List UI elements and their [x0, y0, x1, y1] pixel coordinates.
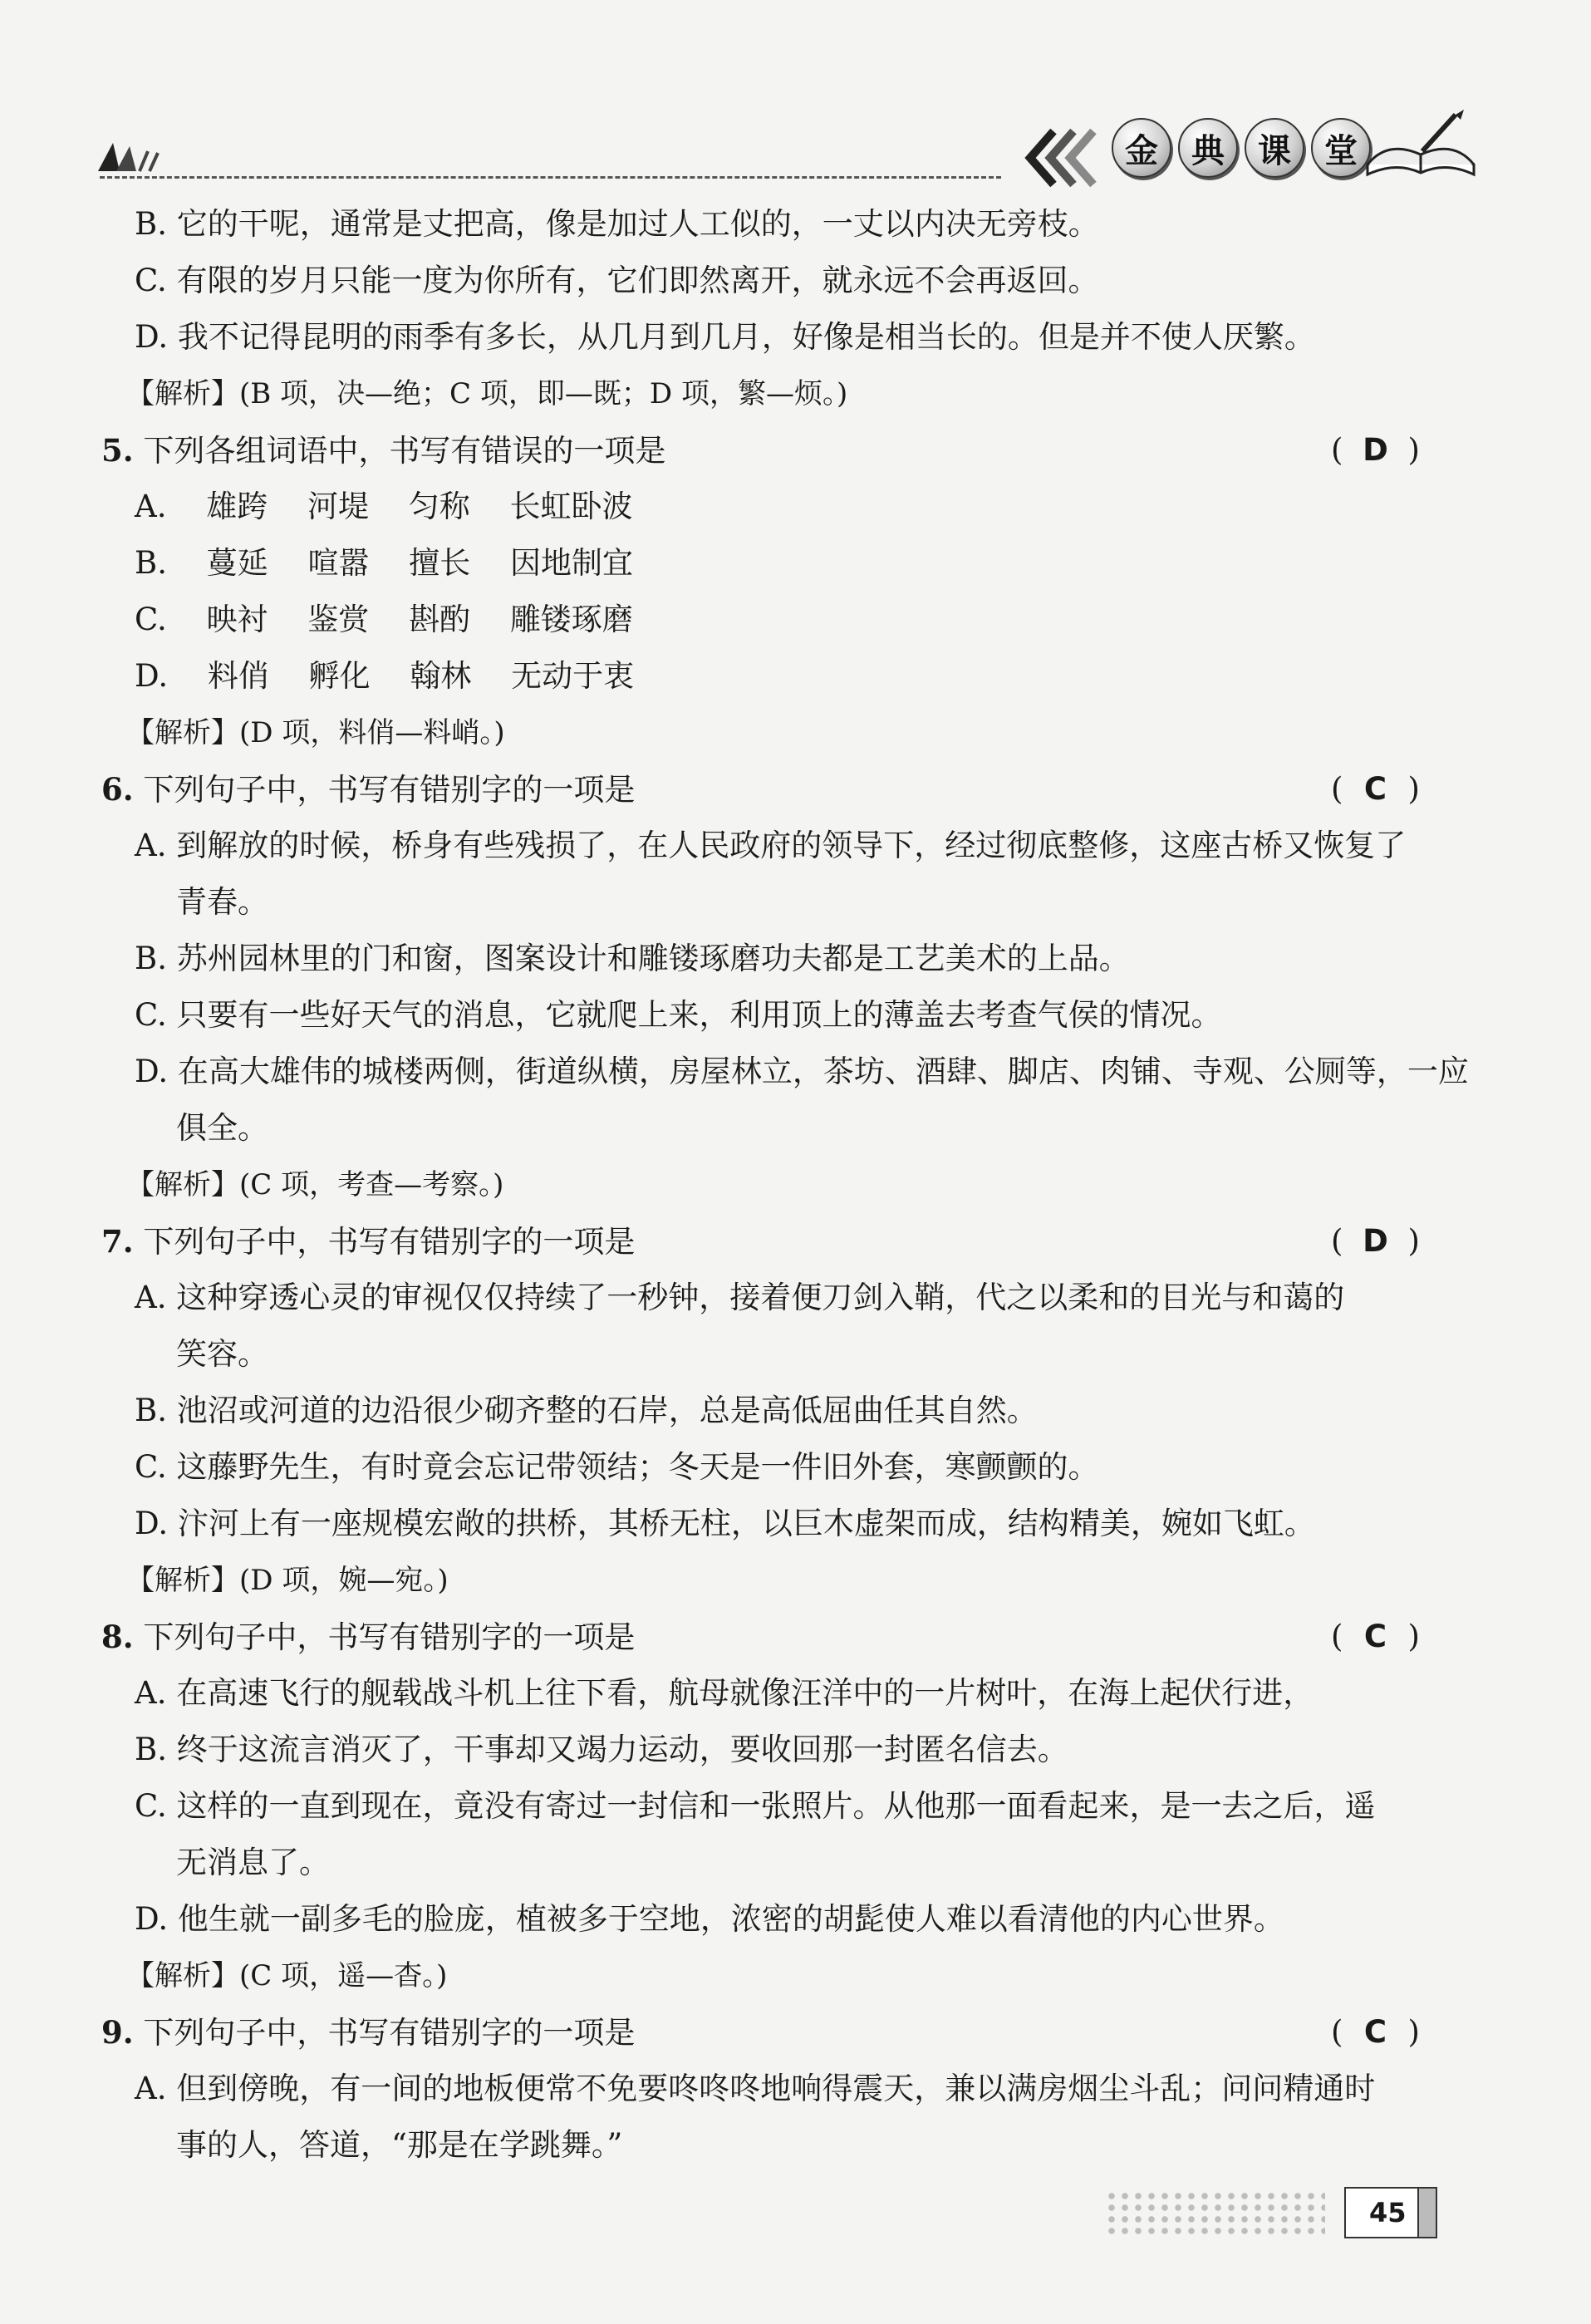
answer-letter: C	[1363, 771, 1387, 807]
option-line: A. 这种穿透心灵的审视仅仅持续了一秒钟，接着便刀剑入鞘，代之以柔和的目光与和蔼的	[135, 1280, 1345, 1315]
option-line: D. 在高大雄伟的城楼两侧，街道纵横，房屋林立，茶坊、酒肆、脚店、肉铺、寺观、公厕等，一应	[135, 1054, 1469, 1089]
option-line: C. 这样的一直到现在，竟没有寄过一封信和一张照片。从他那一面看起来，是一去之后，遥	[135, 1788, 1376, 1824]
answer-letter: C	[1363, 2014, 1387, 2050]
option-line: C. 这藤野先生，有时竟会忘记带领结；冬天是一件旧外套，寒颤颤的。	[135, 1449, 1099, 1485]
explanation-text: 【解析】(D 项，料俏—料峭。)	[126, 716, 505, 749]
question-stem	[101, 768, 635, 812]
page-tab	[1417, 2189, 1436, 2237]
option-line: D. 我不记得昆明的雨季有多长，从几月到几月，好像是相当长的。但是并不使人厌繁。	[135, 319, 1315, 355]
explanation-text: 【解析】(D 项，婉—宛。)	[126, 1564, 449, 1597]
question-stem	[101, 2011, 635, 2055]
option-line: C. 只要有一些好天气的消息，它就爬上来，利用顶上的薄盖去考查气侯的情况。	[135, 997, 1222, 1033]
answer-bracket: ( C )	[1331, 1615, 1420, 1658]
answer-letter: C	[1363, 1619, 1387, 1654]
header-triangles-icon	[98, 140, 165, 173]
answer-bracket: ( D )	[1331, 1220, 1420, 1263]
page-number-box	[1344, 2187, 1437, 2238]
brand-char: 堂	[1311, 118, 1371, 178]
question-number: 8.	[101, 1619, 134, 1655]
question-stem	[101, 1615, 635, 1659]
question-number: 6.	[101, 771, 134, 808]
question-text: 下列句子中，书写有错别字的一项是	[143, 772, 636, 808]
header-dashed-rule	[100, 176, 1001, 179]
word-option: C. 映衬 鉴赏 斟酌 雕镂琢磨	[135, 602, 633, 637]
footer-dot-pattern	[1105, 2190, 1325, 2238]
option-line: D. 他生就一副多毛的脸庞，植被多于空地，浓密的胡髭使人难以看清他的内心世界。	[135, 1901, 1284, 1937]
answer-bracket: ( D )	[1331, 429, 1420, 472]
open-book-pen-icon	[1363, 106, 1479, 181]
question-stem	[101, 1220, 635, 1264]
brand-char: 金	[1112, 118, 1171, 178]
header-chevrons-icon	[1020, 125, 1103, 191]
question-number: 7.	[101, 1223, 134, 1260]
question-text: 下列句子中，书写有错别字的一项是	[143, 1224, 636, 1260]
brand-char: 课	[1245, 118, 1304, 178]
brand-logo	[1112, 118, 1371, 178]
option-line: A. 在高速飞行的舰载战斗机上往下看，航母就像汪洋中的一片树叶，在海上起伏行进，	[135, 1675, 1314, 1711]
question-text: 下列句子中，书写有错别字的一项是	[143, 1619, 636, 1655]
question-number: 5.	[101, 432, 134, 469]
option-line: D. 汴河上有一座规模宏敞的拱桥，其桥无柱，以巨木虚架而成，结构精美，婉如飞虹。	[135, 1506, 1315, 1541]
option-line: 俱全。	[176, 1110, 268, 1146]
word-option: D. 料俏 孵化 翰林 无动于衷	[135, 658, 635, 694]
answer-bracket: ( C )	[1331, 2011, 1420, 2054]
option-line: 事的人，答道，“那是在学跳舞。”	[176, 2127, 623, 2163]
answer-bracket: ( C )	[1331, 768, 1420, 811]
page-number: 45	[1369, 2197, 1407, 2228]
option-line: A. 但到傍晚，有一间的地板便常不免要咚咚咚地响得震天，兼以满房烟尘斗乱；问问精通时	[135, 2071, 1376, 2106]
answer-letter: D	[1363, 432, 1388, 468]
option-line: B. 终于这流言消灭了，干事却又竭力运动，要收回那一封匿名信去。	[135, 1732, 1068, 1767]
word-option: A. 雄跨 河堤 匀称 长虹卧波	[135, 489, 633, 524]
word-option: B. 蔓延 喧嚣 擅长 因地制宜	[135, 545, 634, 581]
brand-char: 典	[1178, 118, 1238, 178]
option-line: B. 苏州园林里的门和窗，图案设计和雕镂琢磨功夫都是工艺美术的上品。	[135, 941, 1130, 976]
question-text: 下列句子中，书写有错别字的一项是	[143, 2015, 636, 2051]
question-number: 9.	[101, 2014, 134, 2051]
explanation-text: 【解析】(C 项，考查—考察。)	[126, 1168, 504, 1201]
option-line: B. 它的干呢，通常是丈把高，像是加过人工似的，一丈以内决无旁枝。	[135, 206, 1099, 242]
option-line: 笑容。	[176, 1336, 268, 1372]
explanation-text: 【解析】(B 项，决—绝；C 项，即—既；D 项，繁—烦。)	[126, 377, 848, 410]
question-text: 下列各组词语中，书写有错误的一项是	[143, 433, 666, 469]
option-line: B. 池沼或河道的边沿很少砌齐整的石岸，总是高低屈曲任其自然。	[135, 1393, 1038, 1428]
option-line: 无消息了。	[176, 1845, 330, 1880]
explanation-text: 【解析】(C 项，遥—杳。)	[126, 1959, 448, 1992]
option-line: 青春。	[176, 884, 268, 920]
question-stem	[101, 429, 665, 473]
answer-letter: D	[1363, 1223, 1388, 1259]
option-line: A. 到解放的时候，桥身有些残损了，在人民政府的领导下，经过彻底整修，这座古桥又恢复了	[135, 828, 1407, 863]
option-line: C. 有限的岁月只能一度为你所有，它们即然离开，就永远不会再返回。	[135, 263, 1099, 298]
